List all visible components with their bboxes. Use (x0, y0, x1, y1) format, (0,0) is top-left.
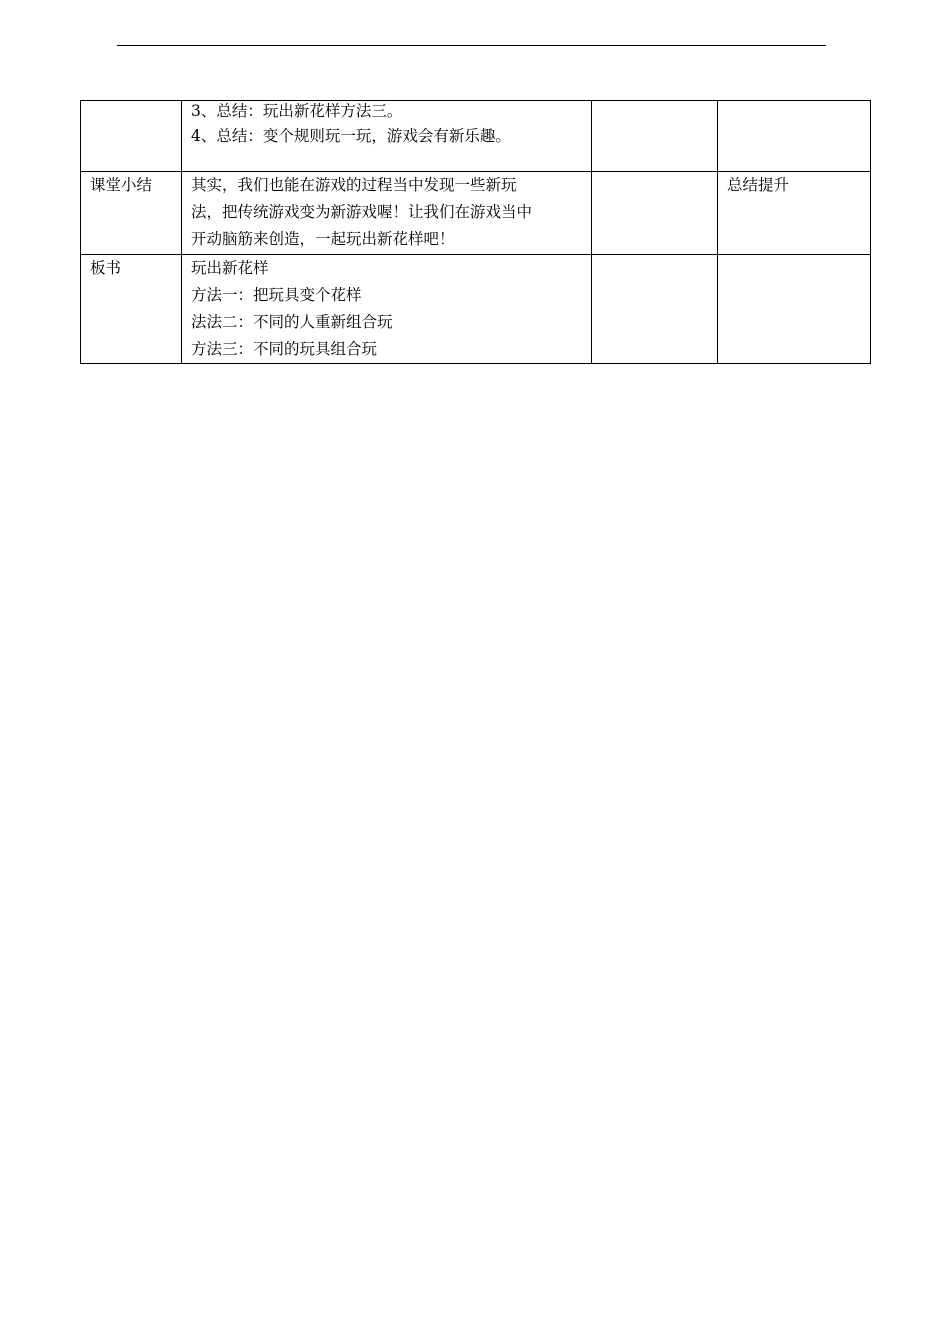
content-line: 法，把传统游戏变为新游戏喔！让我们在游戏当中 (191, 203, 533, 221)
header-rule (117, 45, 826, 46)
content-line: 方法三：不同的玩具组合玩 (191, 340, 378, 358)
row-col4: 总结提升 (718, 172, 871, 255)
content-line: 方法一：把玩具变个花样 (191, 286, 362, 304)
row-col3 (592, 101, 718, 172)
content-line: 4、总结：变个规则玩一玩，游戏会有新乐趣。 (191, 127, 511, 145)
content-line: 玩出新花样 (191, 259, 269, 277)
row-label: 板书 (81, 255, 182, 364)
row-content (182, 101, 592, 172)
row-col4 (718, 255, 871, 364)
row-content (182, 172, 592, 255)
row-label: 课堂小结 (81, 172, 182, 255)
table-row-blackboard (81, 255, 871, 364)
content-line: 3、总结：玩出新花样方法三。 (191, 102, 403, 120)
table-row-class-summary (81, 172, 871, 255)
content-line: 法法二：不同的人重新组合玩 (191, 313, 393, 331)
row-col4 (718, 101, 871, 172)
row-col3 (592, 172, 718, 255)
table-row-summary-steps (81, 101, 871, 172)
row-label (81, 101, 182, 172)
lesson-plan-table (80, 100, 871, 364)
row-col3 (592, 255, 718, 364)
row-content (182, 255, 592, 364)
content-line: 开动脑筋来创造，一起玩出新花样吧！ (191, 230, 455, 248)
content-line: 其实，我们也能在游戏的过程当中发现一些新玩 (191, 176, 517, 194)
